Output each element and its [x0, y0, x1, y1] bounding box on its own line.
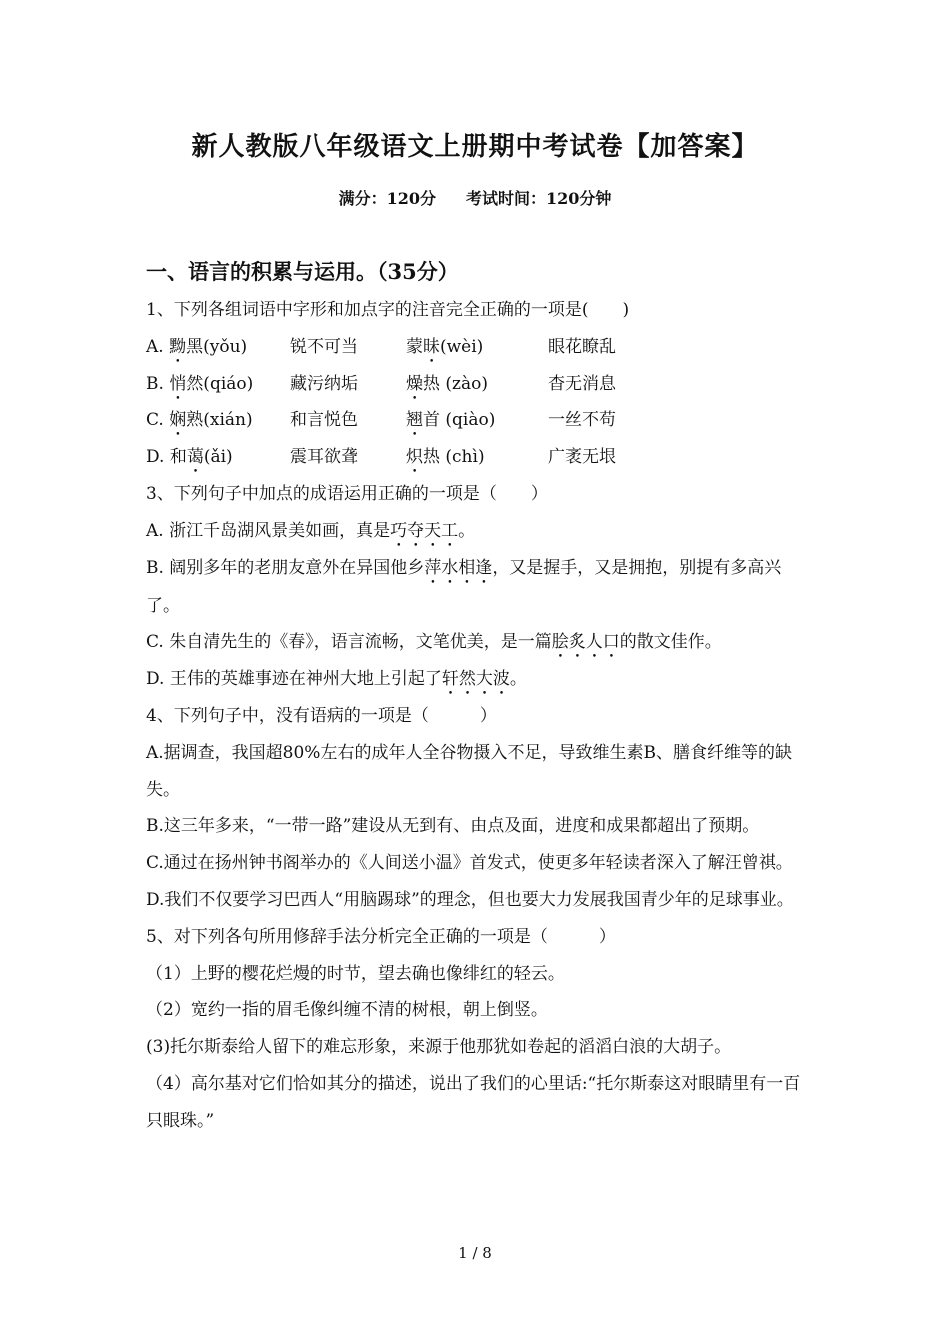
- question-5-sentence-2: （2）宽约一指的眉毛像纠缠不清的树根，朝上倒竖。: [146, 1000, 548, 1021]
- question-4-option-b: B.这三年多来，“一带一路”建设从无到有、由点及面，进度和成果都超出了预期。: [146, 816, 760, 837]
- question-5-sentence-1: （1）上野的樱花烂熳的时节，望去确也像绯红的轻云。: [146, 963, 565, 984]
- question-4-option-d: D.我们不仅要学习巴西人“用脑踢球”的理念，但也要大力发展我国青少年的足球事业。: [146, 889, 794, 910]
- word-3: 燥热 (zào): [406, 373, 488, 394]
- word-2: 震耳欲聋: [290, 447, 358, 468]
- word-1: A. 黝黑(yǒu): [146, 336, 248, 357]
- word-4: 一丝不苟: [548, 410, 616, 431]
- page-title: 新人教版八年级语文上册期中考试卷【加答案】: [191, 132, 759, 162]
- word-3: 蒙昧(wèi): [406, 336, 484, 357]
- dotted-char: 蔼: [186, 447, 204, 468]
- page-number: 1 / 8: [458, 1244, 492, 1262]
- section-heading: 一、语言的积累与运用。（35分）: [146, 259, 459, 284]
- word-1: D. 和蔼(ǎi): [146, 447, 233, 468]
- question-3-stem: 3、下列句子中加点的成语运用正确的一项是（ ）: [146, 483, 548, 504]
- dotted-char: 翘: [406, 410, 423, 431]
- dotted-char: 昧: [423, 336, 440, 357]
- word-4: 广袤无垠: [548, 447, 616, 468]
- dotted-idiom: 脍炙人口: [551, 632, 620, 653]
- word-4: 眼花瞭乱: [548, 336, 616, 357]
- dotted-char: 悄: [169, 373, 187, 394]
- dotted-char: 炽: [406, 447, 423, 468]
- word-1: B. 悄然(qiáo): [146, 373, 254, 394]
- question-4-stem: 4、下列句子中，没有语病的一项是（ ）: [146, 705, 497, 726]
- word-2: 藏污纳垢: [290, 373, 358, 394]
- dotted-idiom: 巧夺天工: [390, 520, 459, 541]
- question-content: [146, 292, 812, 1140]
- exam-info: [0, 186, 950, 209]
- exam-time: 考试时间：120分钟: [466, 189, 612, 208]
- question-4-option-c: C.通过在扬州钟书阁举办的《人间送小温》首发式，使更多年轻读者深入了解汪曾祺。: [146, 853, 793, 874]
- word-3: 翘首 (qiào): [406, 410, 496, 431]
- question-3-option-a: A. 浙江千岛湖风景美如画，真是巧夺天工。: [146, 520, 476, 541]
- question-5-sentence-4: （4）高尔基对它们恰如其分的描述，说出了我们的心里话:“托尔斯泰这对眼睛里有一百只眼珠。”: [146, 1073, 801, 1131]
- word-2: 锐不可当: [290, 336, 358, 357]
- dotted-char: 燥: [406, 373, 423, 394]
- question-1-option-d: [146, 439, 812, 476]
- word-1: C. 娴熟(xián): [146, 410, 253, 431]
- full-score: 满分：120分: [338, 189, 436, 208]
- word-3: 炽热 (chì): [406, 447, 485, 468]
- question-3-option-d: D. 王伟的英雄事迹在神州大地上引起了轩然大波。: [146, 669, 527, 690]
- question-4-option-a: A.据调查，我国超80%左右的成年人全谷物摄入不足，导致维生素B、膳食纤维等的缺失。: [146, 742, 792, 800]
- dotted-char: 娴: [169, 410, 187, 431]
- question-1-option-a: [146, 329, 812, 366]
- word-2: 和言悦色: [290, 410, 358, 431]
- question-5-stem: 5、对下列各句所用修辞手法分析完全正确的一项是（ ）: [146, 926, 616, 947]
- question-1-option-b: [146, 366, 812, 403]
- question-1-stem: 1、下列各组词语中字形和加点字的注音完全正确的一项是( ): [146, 300, 630, 320]
- question-5-sentence-3: (3)托尔斯泰给人留下的难忘形象，来源于他那犹如卷起的滔滔白浪的大胡子。: [146, 1037, 732, 1058]
- dotted-idiom: 轩然大波: [441, 669, 510, 690]
- question-3-option-c: C. 朱自清先生的《春》，语言流畅，文笔优美，是一篇脍炙人口的散文佳作。: [146, 632, 722, 653]
- dotted-char: 黝: [169, 336, 187, 357]
- question-3-option-b: B. 阔别多年的老朋友意外在异国他乡萍水相逢，又是握手，又是拥抱，别提有多高兴了。: [146, 557, 782, 616]
- dotted-idiom: 萍水相逢: [424, 557, 493, 578]
- word-4: 杳无消息: [548, 373, 616, 394]
- question-1-option-c: [146, 402, 812, 439]
